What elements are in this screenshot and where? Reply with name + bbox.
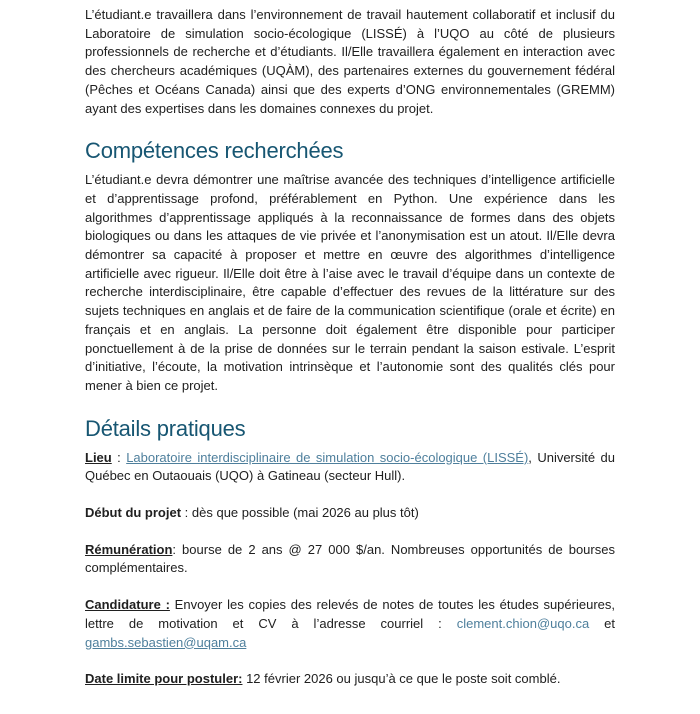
candidature-between-emails: et <box>589 615 615 631</box>
lieu-paragraph <box>85 449 615 486</box>
lisse-lab-link[interactable]: Laboratoire interdisciplinaire de simulation socio-écologique (LISSÉ) <box>126 449 529 465</box>
heading-details-pratiques: Détails pratiques <box>85 415 246 441</box>
debut-paragraph <box>85 504 615 523</box>
email-link-clement-chion[interactable]: clement.chion@uqo.ca <box>456 615 590 631</box>
deadline-label: Date limite pour postuler: <box>85 671 243 687</box>
candidature-text: Envoyer les copies des relevés de notes de toutes les études supérieures, lettre de motivation et CV à l’adresse courriel : <box>85 597 615 631</box>
remuneration-label: Rémunération <box>85 541 173 557</box>
debut-separator: : <box>181 505 192 521</box>
lieu-label: Lieu <box>85 449 112 465</box>
heading-competences-recherchees: Compétences recherchées <box>85 138 344 164</box>
deadline-text: 12 février 2026 ou jusqu’à ce que le poste soit comblé. <box>242 671 561 687</box>
lieu-after-link-text: , Université du Québec en Outaouais (UQO) à Gatineau (secteur Hull). <box>85 449 615 484</box>
remuneration-text: bourse de 2 ans @ 27 000 $/an. Nombreuses opportunités de bourses complémentaires. <box>85 541 615 576</box>
candidature-label: Candidature : <box>85 597 170 613</box>
candidature-paragraph <box>85 596 615 652</box>
deadline-paragraph <box>85 670 615 689</box>
intro-paragraph: L’étudiant.e travaillera dans l’environnement de travail hautement collaboratif et inclusif du Laboratoire de simulation socio-écologique (LISSÉ) à l’UQO au côté de plusieurs professionnels de recherche et d’étudiants. Il/Elle travaillera également en interaction avec des chercheurs académiques (UQÀM), des partenaires externes du gouvernement fédéral (Pêches et Océans Canada) ainsi que des experts d’ONG environnementales (GREMM) ayant des expertises dans les domaines connexes du projet. <box>85 7 615 116</box>
remuneration-paragraph <box>85 541 615 578</box>
email-link-gambs-sebastien[interactable]: gambs.sebastien@uqam.ca <box>85 634 247 650</box>
debut-label: Début du projet <box>85 505 182 521</box>
lieu-separator: : <box>111 449 127 465</box>
remuneration-separator: : <box>172 541 183 557</box>
competences-paragraph: L’étudiant.e devra démontrer une maîtrise avancée des techniques d’intelligence artificielle et d’apprentissage profond, préférablement en Python. Une expérience dans les algorithmes d’apprentissage appliqués à la reconnaissance de formes dans des objets biologiques ou dans les attaques de vie privée et l’anonymisation est un atout. Il/Elle devra démontrer sa capacité à proposer et mettre en œuvre des algorithmes d’intelligence artificielle avec rigueur. Il/Elle doit être à l’aise avec le travail d’équipe dans un contexte de recherche interdisciplinaire, être capable d’effectuer des revues de la littérature sur des sujets techniques en anglais et de faire de la communication scientifique (orale et écrite) en français et en anglais. La personne doit également être disponible pour participer ponctuellement à de la prise de données sur le terrain pendant la saison estivale. L’esprit d’initiative, l’écoute, la motivation intrinsèque et l’autonomie sont des qualités clés pour mener à bien ce projet. <box>85 172 615 393</box>
debut-text: dès que possible (mai 2026 au plus tôt) <box>191 505 419 521</box>
